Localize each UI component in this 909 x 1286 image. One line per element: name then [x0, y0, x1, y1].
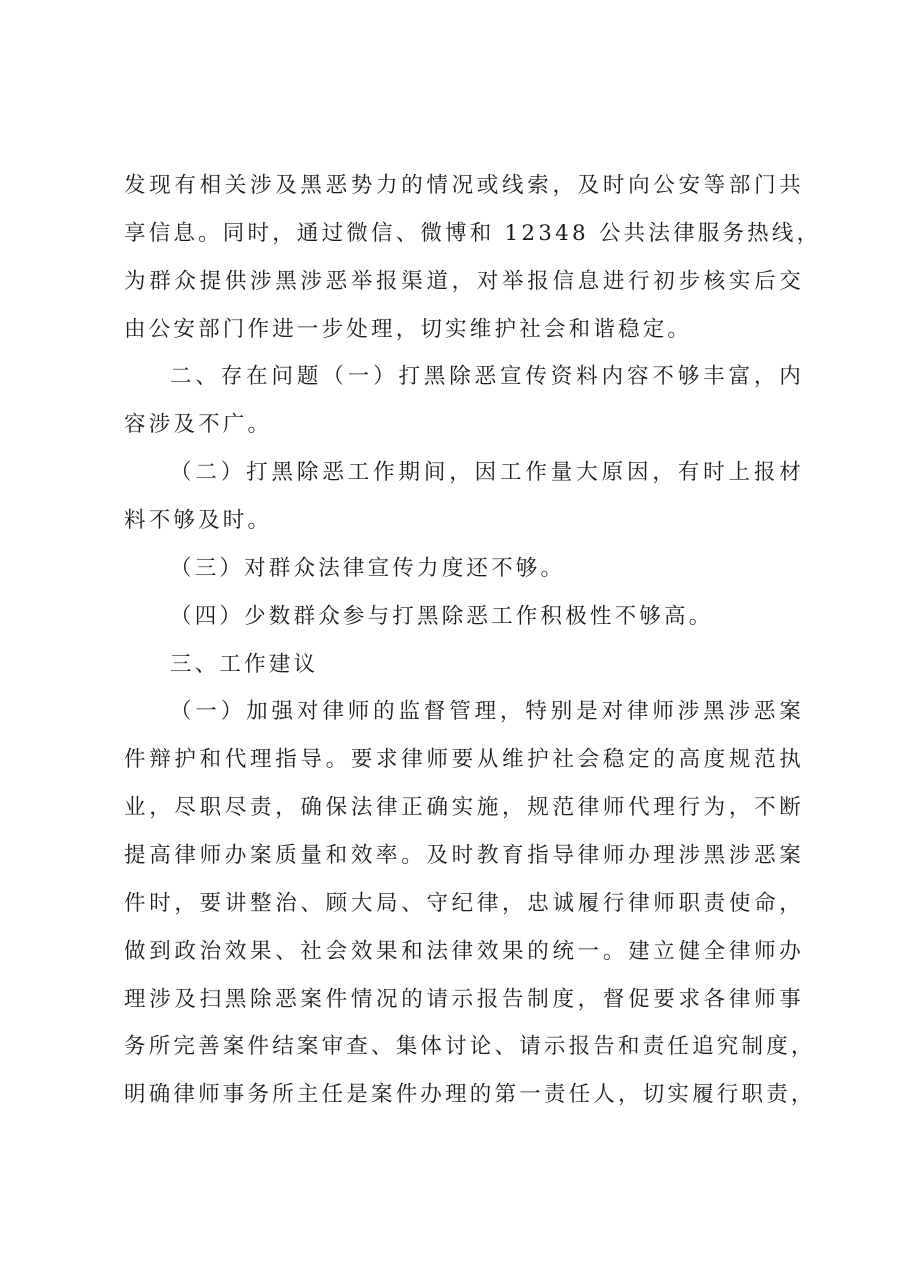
text-line: 件时，要讲整治、顾大局、守纪律，忠诚履行律师职责使命，	[124, 891, 804, 916]
text-line: （一）加强对律师的监督管理，特别是对律师涉黑涉恶案	[170, 699, 804, 724]
text-line: 发现有相关涉及黑恶势力的情况或线索，及时向公安等部门共	[124, 173, 804, 198]
text-line: 业，尽职尽责，确保法律正确实施，规范律师代理行为，不断	[124, 795, 804, 820]
text-line: （三）对群众法律宣传力度还不够。	[170, 556, 566, 581]
text-line: 做到政治效果、社会效果和法律效果的统一。建立健全律师办	[124, 939, 804, 964]
text-line: 为群众提供涉黑涉恶举报渠道，对举报信息进行初步核实后交	[124, 269, 804, 294]
text-line: 提高律师办案质量和效率。及时教育指导律师办理涉黑涉恶案	[124, 843, 804, 868]
text-line: 由公安部门作进一步处理，切实维护社会和谐稳定。	[124, 317, 693, 342]
text-line: 容涉及不广。	[124, 412, 273, 437]
text-line: 享信息。同时，通过微信、微博和 12348 公共法律服务热线，	[124, 221, 822, 246]
section-heading: 三、工作建议	[170, 652, 319, 677]
text-line: 务所完善案件结案审查、集体讨论、请示报告和责任追究制度，	[124, 1034, 816, 1059]
text-line: 明确律师事务所主任是案件办理的第一责任人，切实履行职责，	[124, 1082, 816, 1107]
text-line: （四）少数群众参与打黑除恶工作积极性不够高。	[170, 604, 714, 629]
text-line: （二）打黑除恶工作期间，因工作量大原因，有时上报材	[170, 460, 804, 485]
text-line: 理涉及扫黑除恶案件情况的请示报告制度，督促要求各律师事	[124, 987, 804, 1012]
text-line: 件辩护和代理指导。要求律师要从维护社会稳定的高度规范执	[124, 747, 804, 772]
section-heading-line: 二、存在问题（一）打黑除恶宣传资料内容不够丰富，内	[170, 364, 804, 389]
text-line: 料不够及时。	[124, 508, 273, 533]
